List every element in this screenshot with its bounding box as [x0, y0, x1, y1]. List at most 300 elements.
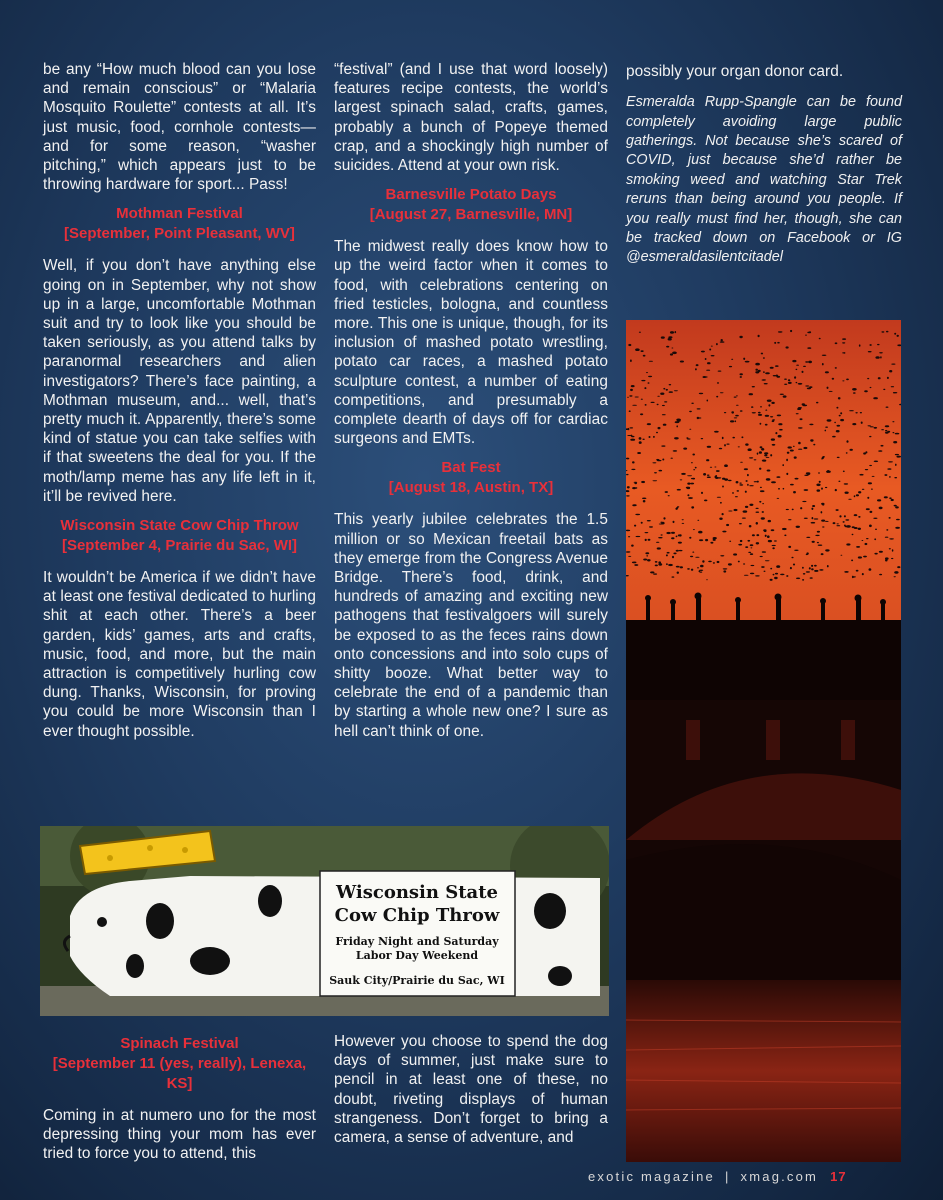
bat	[758, 335, 760, 337]
bat	[832, 378, 834, 380]
bat	[689, 411, 692, 412]
bat	[662, 459, 664, 461]
bat	[671, 537, 674, 539]
bat	[765, 424, 768, 426]
bat	[705, 358, 707, 360]
bat	[751, 406, 753, 408]
bat	[856, 570, 859, 572]
bat	[765, 410, 767, 411]
bat	[740, 410, 743, 412]
bat	[701, 492, 703, 494]
sign-line-3: Friday Night and Saturday	[335, 935, 499, 948]
bat	[764, 454, 767, 456]
bat	[634, 525, 636, 527]
bat	[894, 505, 897, 507]
bat	[749, 457, 753, 458]
bat	[766, 478, 771, 481]
bat	[829, 391, 833, 392]
bat	[817, 489, 821, 491]
bat	[843, 521, 845, 523]
bat	[664, 401, 667, 402]
bat	[728, 563, 732, 565]
bat	[734, 397, 737, 398]
bat	[711, 355, 715, 356]
bat	[750, 573, 754, 575]
bat	[749, 393, 753, 395]
bat	[861, 422, 863, 424]
bat	[765, 535, 767, 537]
bat	[745, 491, 747, 493]
bat	[878, 377, 881, 379]
bat	[654, 472, 657, 473]
bat	[672, 352, 677, 355]
bat	[771, 529, 775, 531]
bat	[634, 564, 638, 566]
bat	[724, 412, 726, 413]
bat	[858, 556, 862, 558]
bat	[862, 540, 864, 541]
bat	[771, 481, 776, 483]
bat	[778, 331, 783, 332]
bat	[665, 491, 668, 493]
bat	[891, 558, 893, 559]
bat	[845, 492, 849, 494]
bat	[740, 373, 743, 375]
bat	[747, 474, 749, 476]
bat	[627, 397, 629, 398]
bat	[668, 564, 673, 566]
bat	[775, 365, 779, 367]
bat	[798, 449, 802, 450]
cowchip-heading	[43, 516, 316, 556]
bat	[807, 388, 811, 390]
mothman-heading	[43, 204, 316, 244]
col2-intro-paragraph: “festival” (and I use that word loosely) features recipe contests, the world’s largest spinach salad, crafts, games, probably a bunch of Popeye themed crap, and a shockingly high number of suicides. Attend at your own risk.	[334, 61, 608, 175]
bat	[663, 388, 665, 390]
bat	[628, 536, 630, 537]
bat	[786, 473, 788, 475]
bat	[892, 421, 894, 422]
bat	[746, 480, 748, 482]
bat	[666, 554, 668, 556]
bat	[631, 545, 634, 547]
col3-intro-paragraph: possibly your organ donor card.	[626, 63, 844, 80]
bat	[770, 568, 772, 570]
bat	[896, 519, 900, 521]
bat	[631, 385, 635, 387]
bat	[895, 433, 900, 435]
bat	[695, 557, 699, 558]
bat	[630, 359, 632, 362]
bat	[738, 561, 740, 563]
bat	[648, 376, 652, 377]
bat	[871, 489, 873, 490]
bat	[764, 531, 767, 533]
bat	[687, 483, 690, 485]
bat	[895, 454, 899, 455]
bat	[661, 445, 665, 446]
bat	[869, 344, 871, 346]
cow-chip-sign-photo	[40, 826, 609, 1016]
bat	[762, 551, 766, 553]
bat	[631, 469, 635, 470]
bat	[896, 456, 901, 458]
bat	[858, 491, 861, 493]
bat	[675, 331, 677, 333]
bat	[756, 508, 759, 509]
bat	[851, 560, 853, 562]
bat	[690, 556, 693, 557]
bat	[635, 514, 640, 515]
bat	[854, 514, 858, 516]
bat	[744, 575, 749, 576]
bat	[755, 575, 760, 576]
bat	[772, 547, 774, 549]
bat	[792, 360, 796, 362]
bat	[765, 560, 770, 561]
bat	[839, 415, 841, 417]
bat	[842, 338, 846, 340]
event-sign	[320, 871, 515, 996]
bat	[697, 417, 702, 418]
bat	[764, 571, 766, 572]
bat	[705, 539, 708, 541]
bat	[701, 438, 704, 439]
bat	[738, 544, 742, 546]
bat	[884, 496, 888, 498]
bat	[783, 488, 785, 490]
bat	[825, 371, 829, 373]
bat	[810, 577, 813, 579]
bat	[894, 576, 896, 577]
bat	[751, 547, 753, 548]
bat	[893, 392, 897, 393]
bat	[678, 542, 682, 544]
bat	[866, 538, 869, 539]
bat	[689, 429, 691, 430]
bat	[895, 506, 899, 508]
bat	[708, 561, 712, 563]
bat	[809, 567, 811, 569]
bat	[744, 468, 748, 470]
bat	[770, 454, 772, 456]
bat	[674, 437, 679, 439]
bat	[655, 565, 658, 567]
bat	[778, 488, 780, 490]
bat	[653, 573, 657, 574]
bat	[807, 474, 811, 475]
bat	[748, 552, 751, 553]
bat	[668, 338, 672, 341]
bat	[788, 379, 790, 381]
bat	[841, 555, 843, 556]
bat	[757, 453, 759, 455]
bat	[754, 459, 757, 460]
bat	[682, 519, 684, 520]
bat	[768, 540, 772, 542]
author-bio: Esmeralda Rupp-Spangle can be found completely avoiding large public gatherings. Not because she’s scared of COVID, just because she’d rather be smoking weed and watching Star Trek reruns than being around you people. If you really must find her, though, she can be tracked down on Facebook or IG @esmeraldasilentcitadel	[626, 94, 902, 266]
bat	[635, 397, 639, 398]
bat	[747, 540, 750, 542]
bat	[817, 531, 820, 533]
bat	[856, 494, 859, 496]
bat	[887, 468, 891, 470]
bat	[800, 418, 803, 420]
bat	[630, 389, 633, 391]
bat	[842, 380, 844, 381]
bat	[693, 478, 696, 480]
bat	[655, 561, 658, 563]
bat	[673, 450, 677, 452]
bat	[760, 490, 765, 492]
bat	[698, 531, 702, 534]
bat	[854, 495, 856, 497]
spinach-subtitle: [September 11 (yes, really), Lenexa, KS]	[52, 1055, 307, 1092]
cowchip-paragraph: It wouldn’t be America if we didn’t have at least one festival dedicated to hurling shit at each other. There’s a beer garden, kids’ games, arts and crafts, music, food, and more, but the main attraction is competitively hurling cow dung. Thanks, Wisconsin, for proving you could be more Wisconsin than I ever thought possible.	[43, 569, 316, 740]
bat	[646, 555, 648, 556]
bat	[811, 568, 814, 570]
bat	[643, 355, 646, 357]
bat	[755, 369, 758, 371]
bat	[776, 565, 780, 568]
bat	[772, 420, 775, 422]
bat	[891, 364, 895, 365]
bat	[806, 554, 808, 555]
bat	[701, 351, 705, 353]
page-number: 17	[830, 1169, 847, 1184]
bat	[852, 423, 856, 425]
bat	[687, 475, 692, 476]
bat	[740, 462, 743, 463]
bat	[699, 393, 703, 394]
bat	[707, 475, 710, 476]
bat	[762, 503, 764, 504]
bat	[885, 425, 889, 427]
column-3	[626, 62, 902, 268]
bat	[658, 427, 661, 429]
bat	[740, 540, 743, 542]
bat	[722, 486, 724, 488]
bat	[866, 508, 870, 510]
bat	[819, 569, 823, 571]
bat	[715, 477, 718, 479]
bat	[722, 513, 724, 515]
bat	[724, 464, 728, 467]
bat	[717, 382, 719, 383]
bat	[677, 489, 681, 491]
bat	[840, 412, 842, 414]
bat	[791, 557, 793, 559]
bat	[867, 497, 869, 499]
column-1-bottom	[43, 1032, 316, 1174]
bat	[658, 561, 661, 563]
bat	[897, 335, 899, 337]
bat	[726, 444, 729, 445]
bat	[776, 476, 780, 478]
bat	[626, 551, 630, 552]
bat	[645, 532, 649, 533]
bat	[761, 353, 763, 355]
bat	[889, 538, 894, 539]
bat	[795, 478, 799, 480]
bat	[695, 467, 697, 469]
bat	[641, 481, 645, 483]
bat	[660, 393, 664, 395]
bat	[859, 344, 861, 346]
bat	[846, 452, 848, 453]
bat	[870, 426, 874, 427]
bat	[714, 467, 716, 468]
bat	[656, 459, 659, 461]
batfest-subtitle: [August 18, Austin, TX]	[388, 479, 554, 497]
bat	[864, 390, 868, 392]
bat	[734, 417, 737, 418]
bat	[836, 509, 839, 511]
bat	[869, 525, 872, 528]
bat	[893, 441, 897, 443]
bat	[856, 546, 860, 548]
bat	[771, 438, 775, 440]
bat	[853, 392, 856, 394]
bat	[849, 410, 854, 411]
bat	[862, 489, 865, 490]
bat	[790, 484, 794, 486]
bat	[681, 473, 686, 475]
bat	[888, 461, 893, 462]
bat	[627, 486, 630, 488]
bat	[693, 469, 695, 470]
bat	[796, 382, 798, 383]
bat	[650, 571, 654, 573]
bat	[868, 351, 872, 352]
bat	[814, 518, 819, 519]
bat	[759, 468, 761, 470]
bat	[635, 487, 637, 488]
bat	[707, 446, 711, 448]
bat	[786, 575, 788, 577]
bat	[752, 534, 755, 536]
bat	[714, 431, 719, 433]
bat	[677, 420, 681, 422]
bat	[668, 336, 672, 338]
bat	[743, 563, 745, 564]
bat	[711, 346, 713, 347]
bat	[807, 347, 811, 349]
bat	[755, 371, 759, 373]
bat	[656, 542, 659, 543]
bat	[659, 470, 663, 472]
bat	[733, 553, 737, 555]
bat	[671, 576, 674, 577]
bat	[774, 577, 778, 579]
bat	[697, 408, 701, 409]
bat	[735, 496, 738, 497]
bat	[845, 519, 849, 520]
bat	[740, 376, 742, 378]
bat	[690, 483, 694, 485]
bat	[842, 342, 845, 343]
bat	[868, 482, 872, 484]
bat	[732, 437, 735, 439]
bat	[742, 518, 746, 519]
bat	[778, 435, 782, 438]
bat	[874, 538, 876, 540]
bat	[869, 568, 872, 571]
bat	[749, 485, 753, 486]
bat	[632, 461, 635, 463]
bat	[814, 570, 818, 572]
bat	[843, 471, 845, 473]
bat	[635, 348, 640, 351]
bat	[718, 371, 722, 372]
bat	[825, 549, 829, 551]
bat	[869, 436, 871, 437]
column-2-bottom	[334, 1032, 608, 1157]
bat	[763, 357, 765, 359]
bats-bridge-photo	[626, 320, 901, 1162]
bat	[786, 459, 788, 462]
bat	[819, 338, 821, 340]
bat	[717, 561, 720, 563]
bat	[760, 446, 763, 448]
bat	[873, 518, 877, 519]
bat	[761, 448, 764, 451]
bat	[835, 342, 838, 344]
bat	[647, 423, 651, 425]
bat	[722, 437, 724, 439]
bat	[688, 497, 693, 499]
bat	[741, 436, 743, 438]
bat	[743, 358, 745, 360]
sign-line-4: Labor Day Weekend	[355, 949, 479, 962]
bat	[735, 420, 737, 422]
bat	[809, 424, 813, 426]
bat	[666, 346, 669, 348]
bat	[825, 427, 828, 428]
bat	[812, 505, 815, 507]
bat	[764, 452, 768, 454]
bat	[709, 349, 711, 351]
bat	[897, 566, 900, 568]
bat	[859, 474, 863, 476]
bat	[883, 389, 885, 390]
bat	[760, 406, 762, 408]
bat	[879, 551, 883, 553]
bat	[662, 405, 665, 406]
bat	[699, 570, 703, 571]
bat	[770, 367, 774, 369]
bat	[639, 437, 642, 440]
batfest-heading	[334, 458, 608, 498]
bat	[784, 379, 787, 380]
bat	[691, 403, 694, 404]
bat	[636, 536, 641, 537]
bat	[643, 559, 647, 561]
bat	[893, 432, 895, 433]
bat	[822, 457, 824, 459]
bat	[649, 526, 653, 527]
bat	[804, 489, 809, 491]
bat	[796, 369, 798, 370]
bat	[885, 559, 888, 561]
bat	[780, 394, 784, 395]
bat	[872, 476, 875, 477]
bat	[858, 528, 861, 530]
bat	[739, 523, 742, 524]
bat	[629, 395, 632, 396]
bat	[848, 499, 851, 500]
bat	[792, 509, 794, 511]
